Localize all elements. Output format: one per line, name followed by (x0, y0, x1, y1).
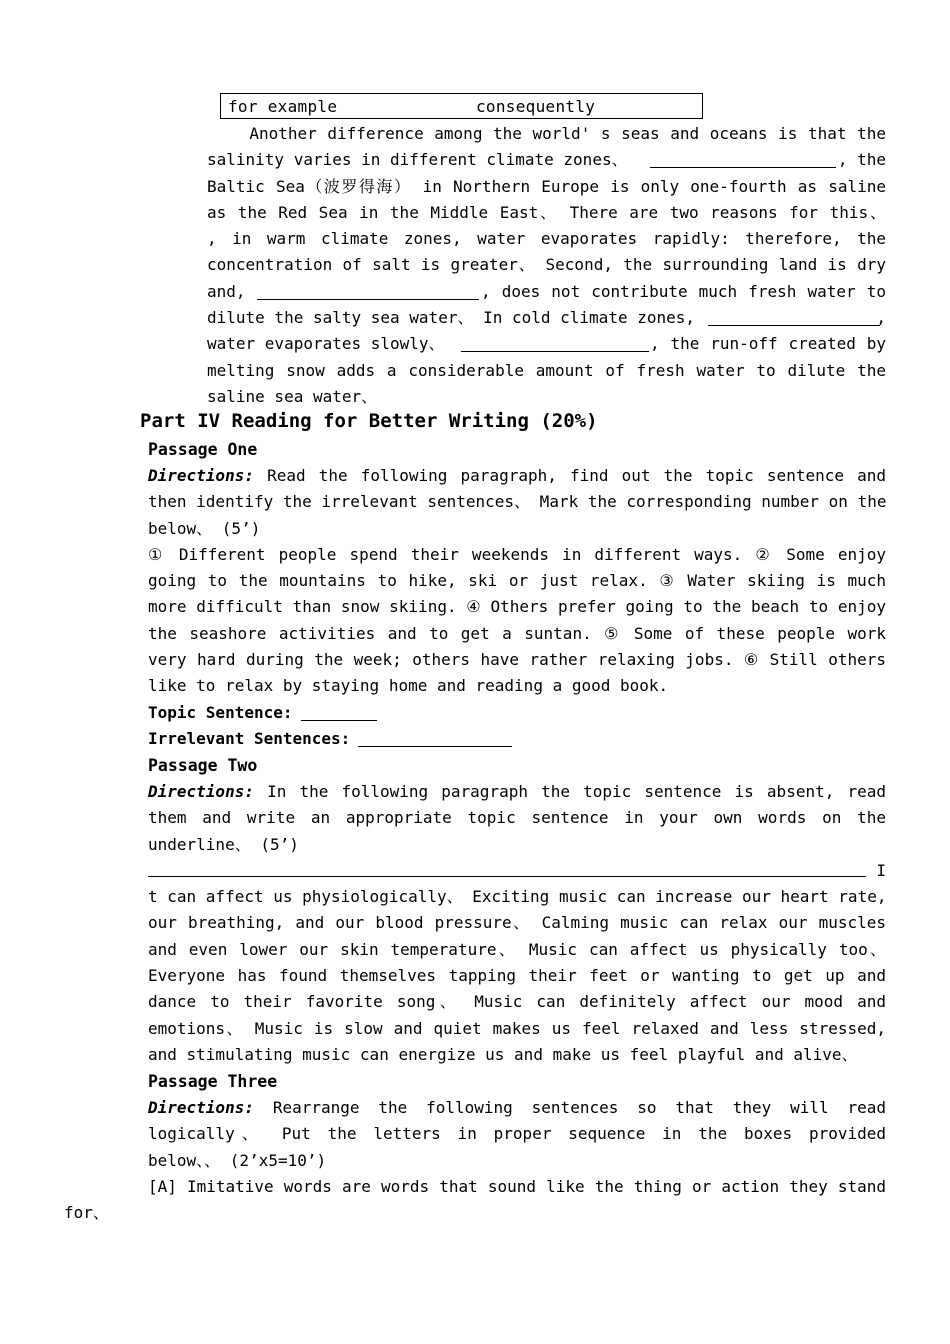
part-heading: Part IV Reading for Better Writing (20%) (140, 410, 598, 432)
directions-line: Directions: Read the following paragraph, find out the topic sentence and (148, 466, 886, 485)
word-bank-item: for example (228, 97, 338, 116)
answer-blank[interactable] (301, 704, 377, 721)
text-line: salinity varies in different climate zones、 , the (207, 150, 886, 170)
answer-blank[interactable] (650, 151, 836, 168)
directions-label: Directions: (148, 1098, 254, 1117)
text-line: and stimulating music can energize us and make us feel playful and alive、 (148, 1044, 858, 1064)
text-line: our breathing, and our blood pressure、 Calming music can relax our muscles (148, 913, 886, 933)
passage-one-title: Passage One (148, 440, 258, 459)
text-line: emotions、 Music is slow and quiet makes us feel relaxed and less stressed, (148, 1018, 886, 1038)
directions-line: Directions: In the following paragraph the topic sentence is absent, read (148, 782, 886, 801)
irrelevant-sentences-line (148, 726, 886, 752)
topic-sentence-underline[interactable]: I (148, 858, 886, 884)
answer-blank[interactable] (358, 730, 512, 747)
text-line: concentration of salt is greater、 Second, the surrounding land is dry (207, 255, 886, 275)
directions-line: below、、 (2’x5=10’) (148, 1150, 327, 1170)
word-bank-box (220, 93, 703, 119)
topic-sentence-line (148, 700, 886, 726)
directions-line: then identify the irrelevant sentences、 Mark the corresponding number on the (148, 492, 886, 512)
answer-blank[interactable] (461, 335, 649, 352)
directions-line: below、 (5’) (148, 518, 261, 538)
text-line: saline sea water、 (207, 386, 378, 406)
answer-blank[interactable] (257, 283, 479, 300)
text-line: water evaporates slowly、 , the run-off created by (207, 334, 886, 354)
salinity-passage (207, 121, 886, 410)
irrelevant-sentences-label: Irrelevant Sentences: (148, 728, 351, 748)
directions-label: Directions: (148, 782, 254, 801)
passage-three-title: Passage Three (148, 1072, 278, 1091)
text-line: like to relax by staying home and reading a good book. (148, 676, 669, 696)
text-line: Another difference among the world' s seas and oceans is that the (207, 124, 886, 143)
passage-two-title: Passage Two (148, 756, 258, 775)
text-line: , in warm climate zones, water evaporates rapidly: therefore, the (207, 229, 886, 249)
text-line: the seashore activities and to get a suntan. ⑤ Some of these people work (148, 623, 886, 643)
text-line: more difficult than snow skiing. ④ Others prefer going to the beach to enjoy (148, 597, 886, 617)
text-line: dilute the salty sea water、 In cold climate zones, , (207, 308, 886, 328)
answer-blank[interactable] (708, 309, 880, 326)
text-line: as the Red Sea in the Middle East、 There are two reasons for this、 (207, 202, 886, 222)
text-line: and, , does not contribute much fresh water to (207, 281, 886, 301)
text-line: very hard during the week; others have rather relaxing jobs. ⑥ Still others (148, 650, 886, 670)
text-line: and even lower our skin temperature、 Music can affect us physically too、 (148, 939, 886, 959)
text-line: melting snow adds a considerable amount of fresh water to dilute the (207, 360, 886, 380)
passage-three-body (148, 1095, 886, 1200)
text-line: Baltic Sea（波罗得海） in Northern Europe is only one-fourth as saline (207, 176, 886, 196)
text-line: dance to their favorite song、 Music can definitely affect our mood and (148, 992, 886, 1012)
passage-one-body (148, 463, 886, 752)
text-line: t can affect us physiologically、 Exciting music can increase our heart rate, (148, 887, 886, 907)
text-line: going to the mountains to hike, ski or just relax. ③ Water skiing is much (148, 571, 886, 591)
directions-line: underline、 (5’) (148, 834, 299, 854)
sentence-a: [A] Imitative words are words that sound like the thing or action they stand (148, 1176, 886, 1196)
text-line: ① Different people spend their weekends in different ways. ② Some enjoy (148, 544, 886, 564)
sentence-a-continuation: for、 (64, 1203, 109, 1222)
word-bank-item: consequently (476, 97, 596, 116)
passage-two-body (148, 779, 886, 1068)
directions-line: Directions: Rearrange the following sentences so that they will read (148, 1098, 886, 1117)
directions-line: logically、 Put the letters in proper sequence in the boxes provided (148, 1124, 886, 1144)
directions-line: them and write an appropriate topic sentence in your own words on the (148, 808, 886, 828)
topic-sentence-label: Topic Sentence: (148, 702, 293, 722)
directions-label: Directions: (148, 466, 254, 485)
text-line: Everyone has found themselves tapping their feet or wanting to get up and (148, 966, 886, 986)
